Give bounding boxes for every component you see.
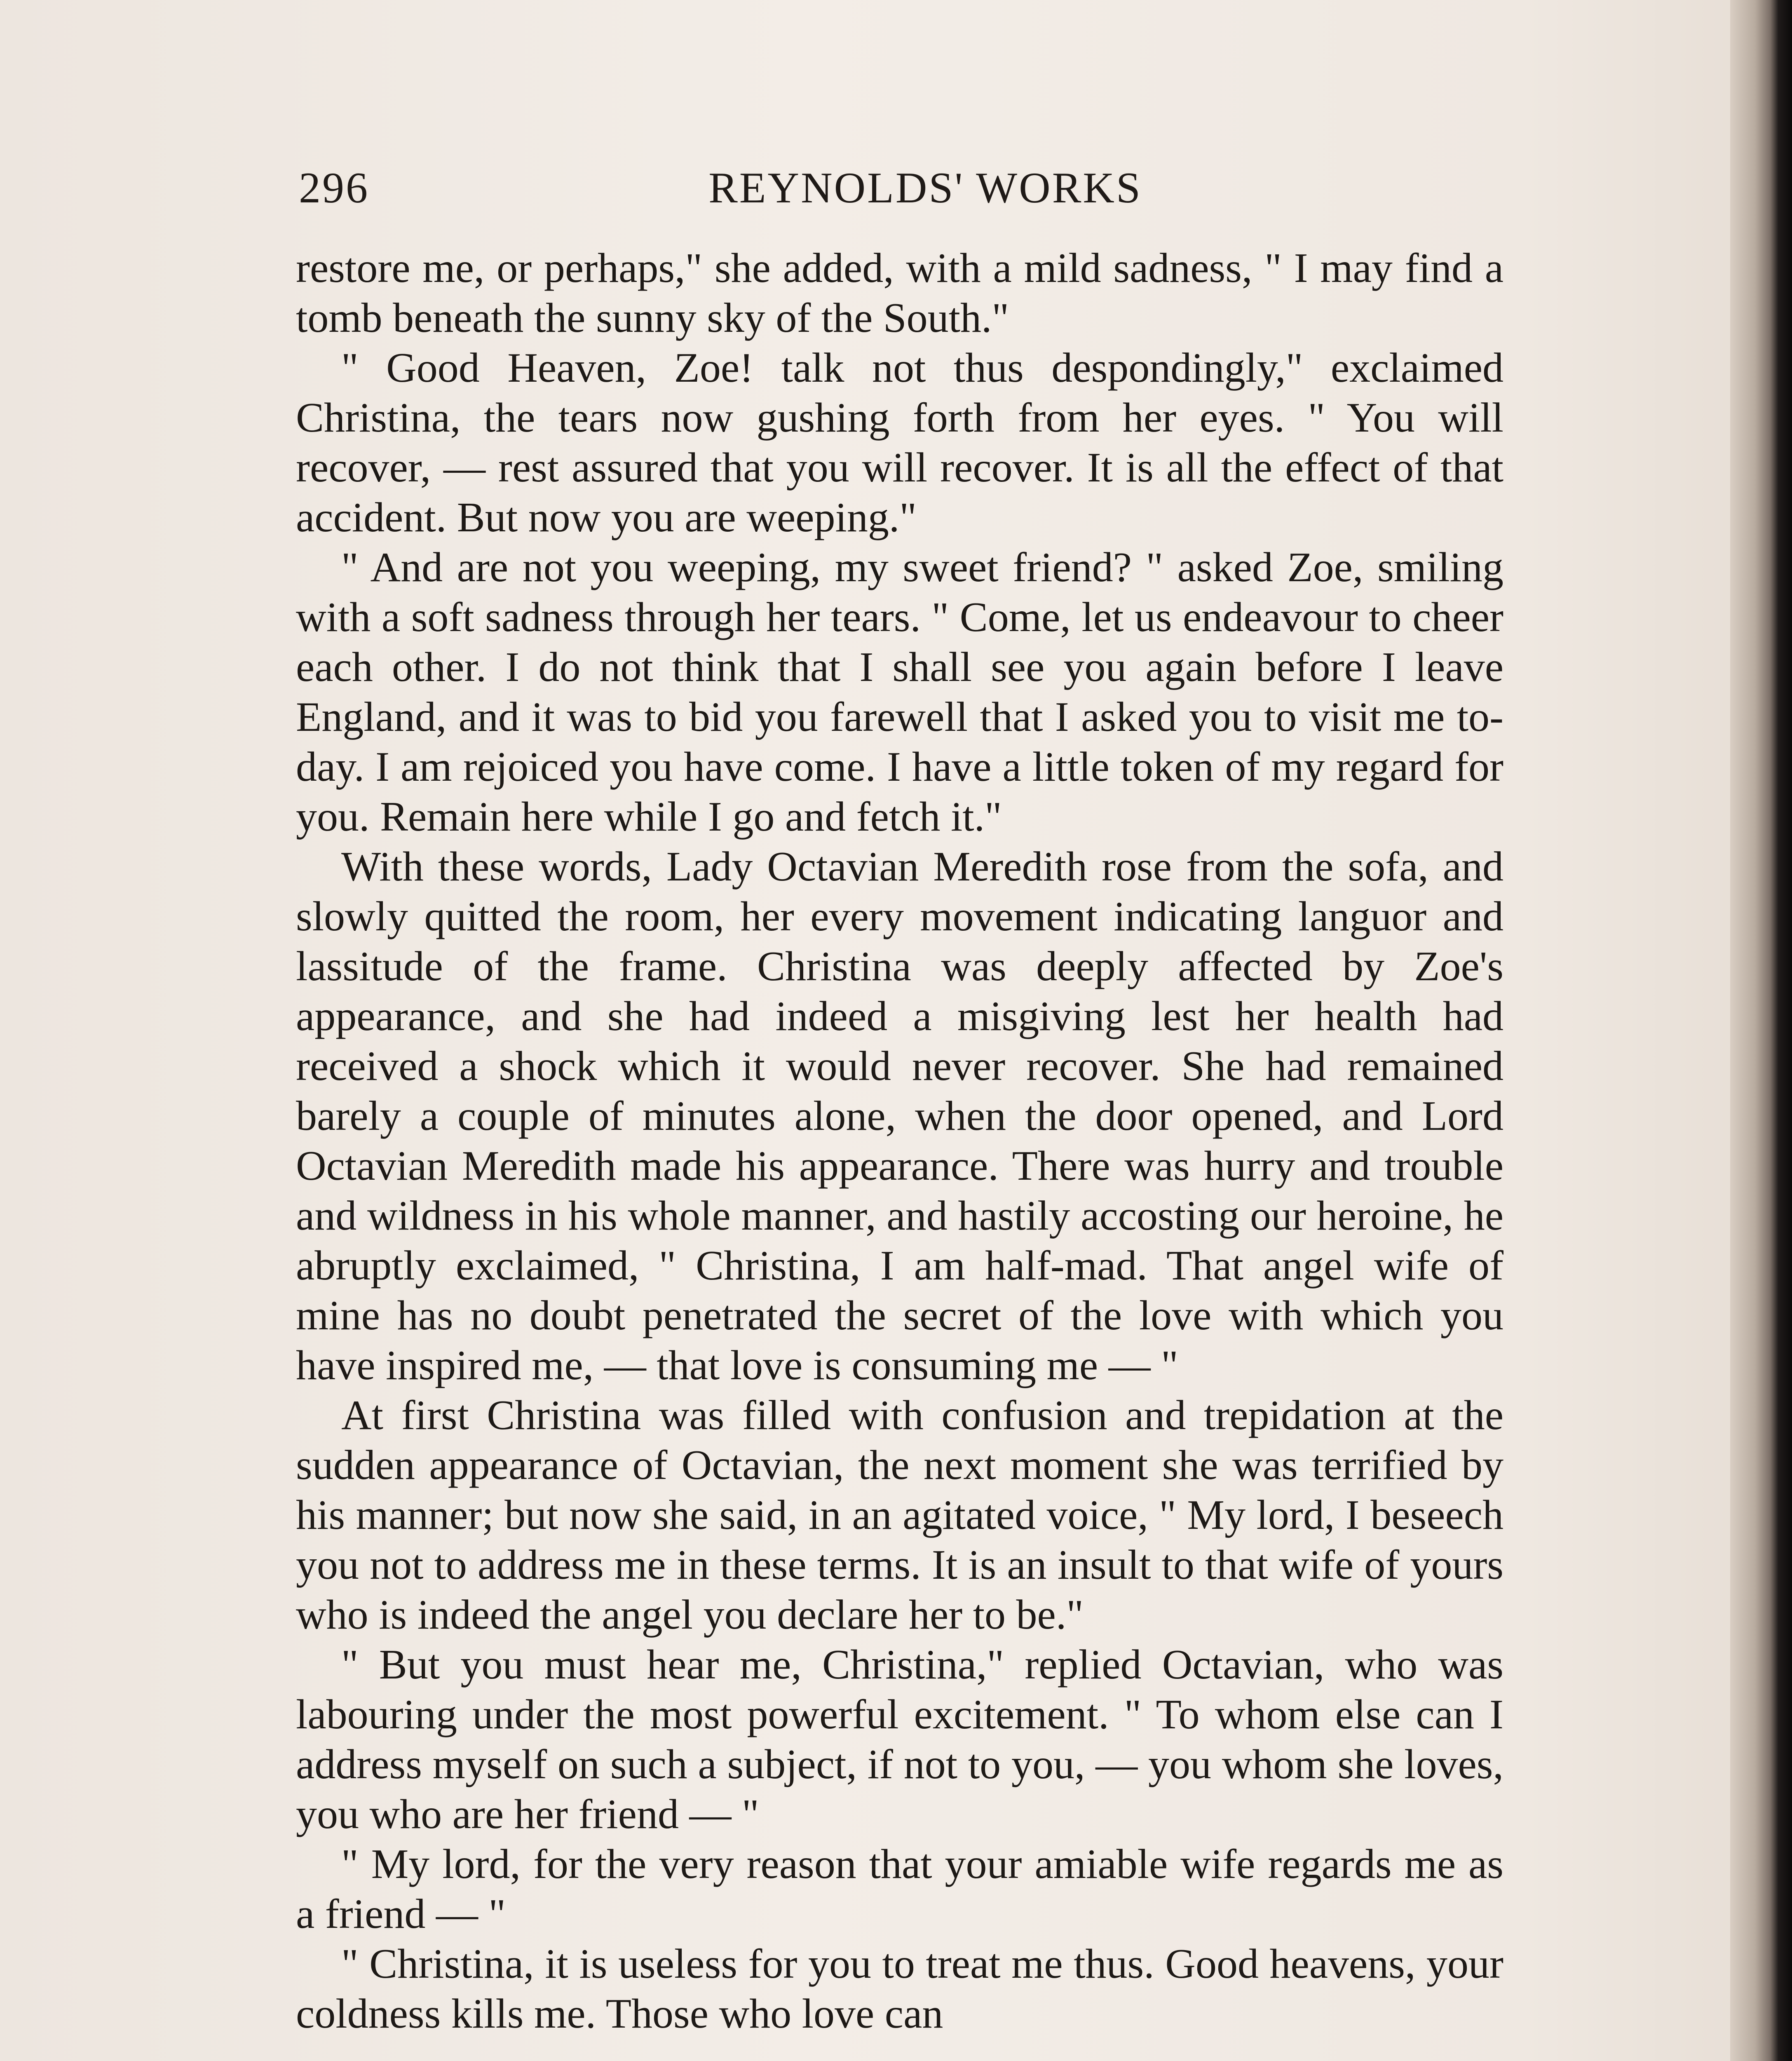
running-head: REYNOLDS' WORKS	[708, 164, 1142, 212]
body-text	[296, 243, 1503, 2039]
book-gutter-shadow	[1730, 0, 1792, 2061]
paragraph: " But you must hear me, Christina," replied Octavian, who was labouring under the most powerful excitement. " To whom else can I address myself on such a subject, if not to you, — you whom she loves, you who are her friend — "	[296, 1641, 1503, 1838]
paragraph: " Good Heaven, Zoe! talk not thus despondingly," exclaimed Christina, the tears now gushing forth from her eyes. " You will recover, — rest assured that you will recover. It is all the effect of that accident. But now you are weeping."	[296, 345, 1503, 541]
paragraph: With these words, Lady Octavian Meredith rose from the sofa, and slowly quitted the room, her every movement indicating languor and lassitude of the frame. Christina was deeply affected by Zoe's appearance, and she had indeed a misgiving lest her health had received a shock which it would never recover. She had remained barely a couple of minutes alone, when the door opened, and Lord Octavian Meredith made his appearance. There was hurry and trouble and wildness in his whole manner, and hastily accosting our heroine, he abruptly exclaimed, " Christina, I am half-mad. That angel wife of mine has no doubt penetrated the secret of the love with which you have inspired me, — that love is consuming me — "	[296, 843, 1503, 1389]
paragraph: " Christina, it is useless for you to treat me thus. Good heavens, your coldness kills me. Those who love can	[296, 1941, 1503, 2037]
paragraph: " And are not you weeping, my sweet friend? " asked Zoe, smiling with a soft sadness through her tears. " Come, let us endeavour to cheer each other. I do not think that I shall see you again before I leave England, and it was to bid you farewell that I asked you to visit me to-day. I am rejoiced you have come. I have a little token of my regard for you. Remain here while I go and fetch it."	[296, 544, 1503, 840]
page-header	[299, 163, 1502, 221]
paragraph: At first Christina was filled with confusion and trepidation at the sudden appearance of Octavian, the next moment she was terrified by his manner; but now she said, in an agitated voice, " My lord, I beseech you not to address me in these terms. It is an insult to that wife of yours who is indeed the angel you declare her to be."	[296, 1392, 1503, 1638]
page-number: 296	[299, 164, 369, 212]
paragraph: " My lord, for the very reason that your amiable wife regards me as a friend — "	[296, 1841, 1503, 1937]
paragraph: restore me, or perhaps," she added, with a mild sadness, " I may find a tomb beneath the sunny sky of the South."	[296, 245, 1503, 341]
